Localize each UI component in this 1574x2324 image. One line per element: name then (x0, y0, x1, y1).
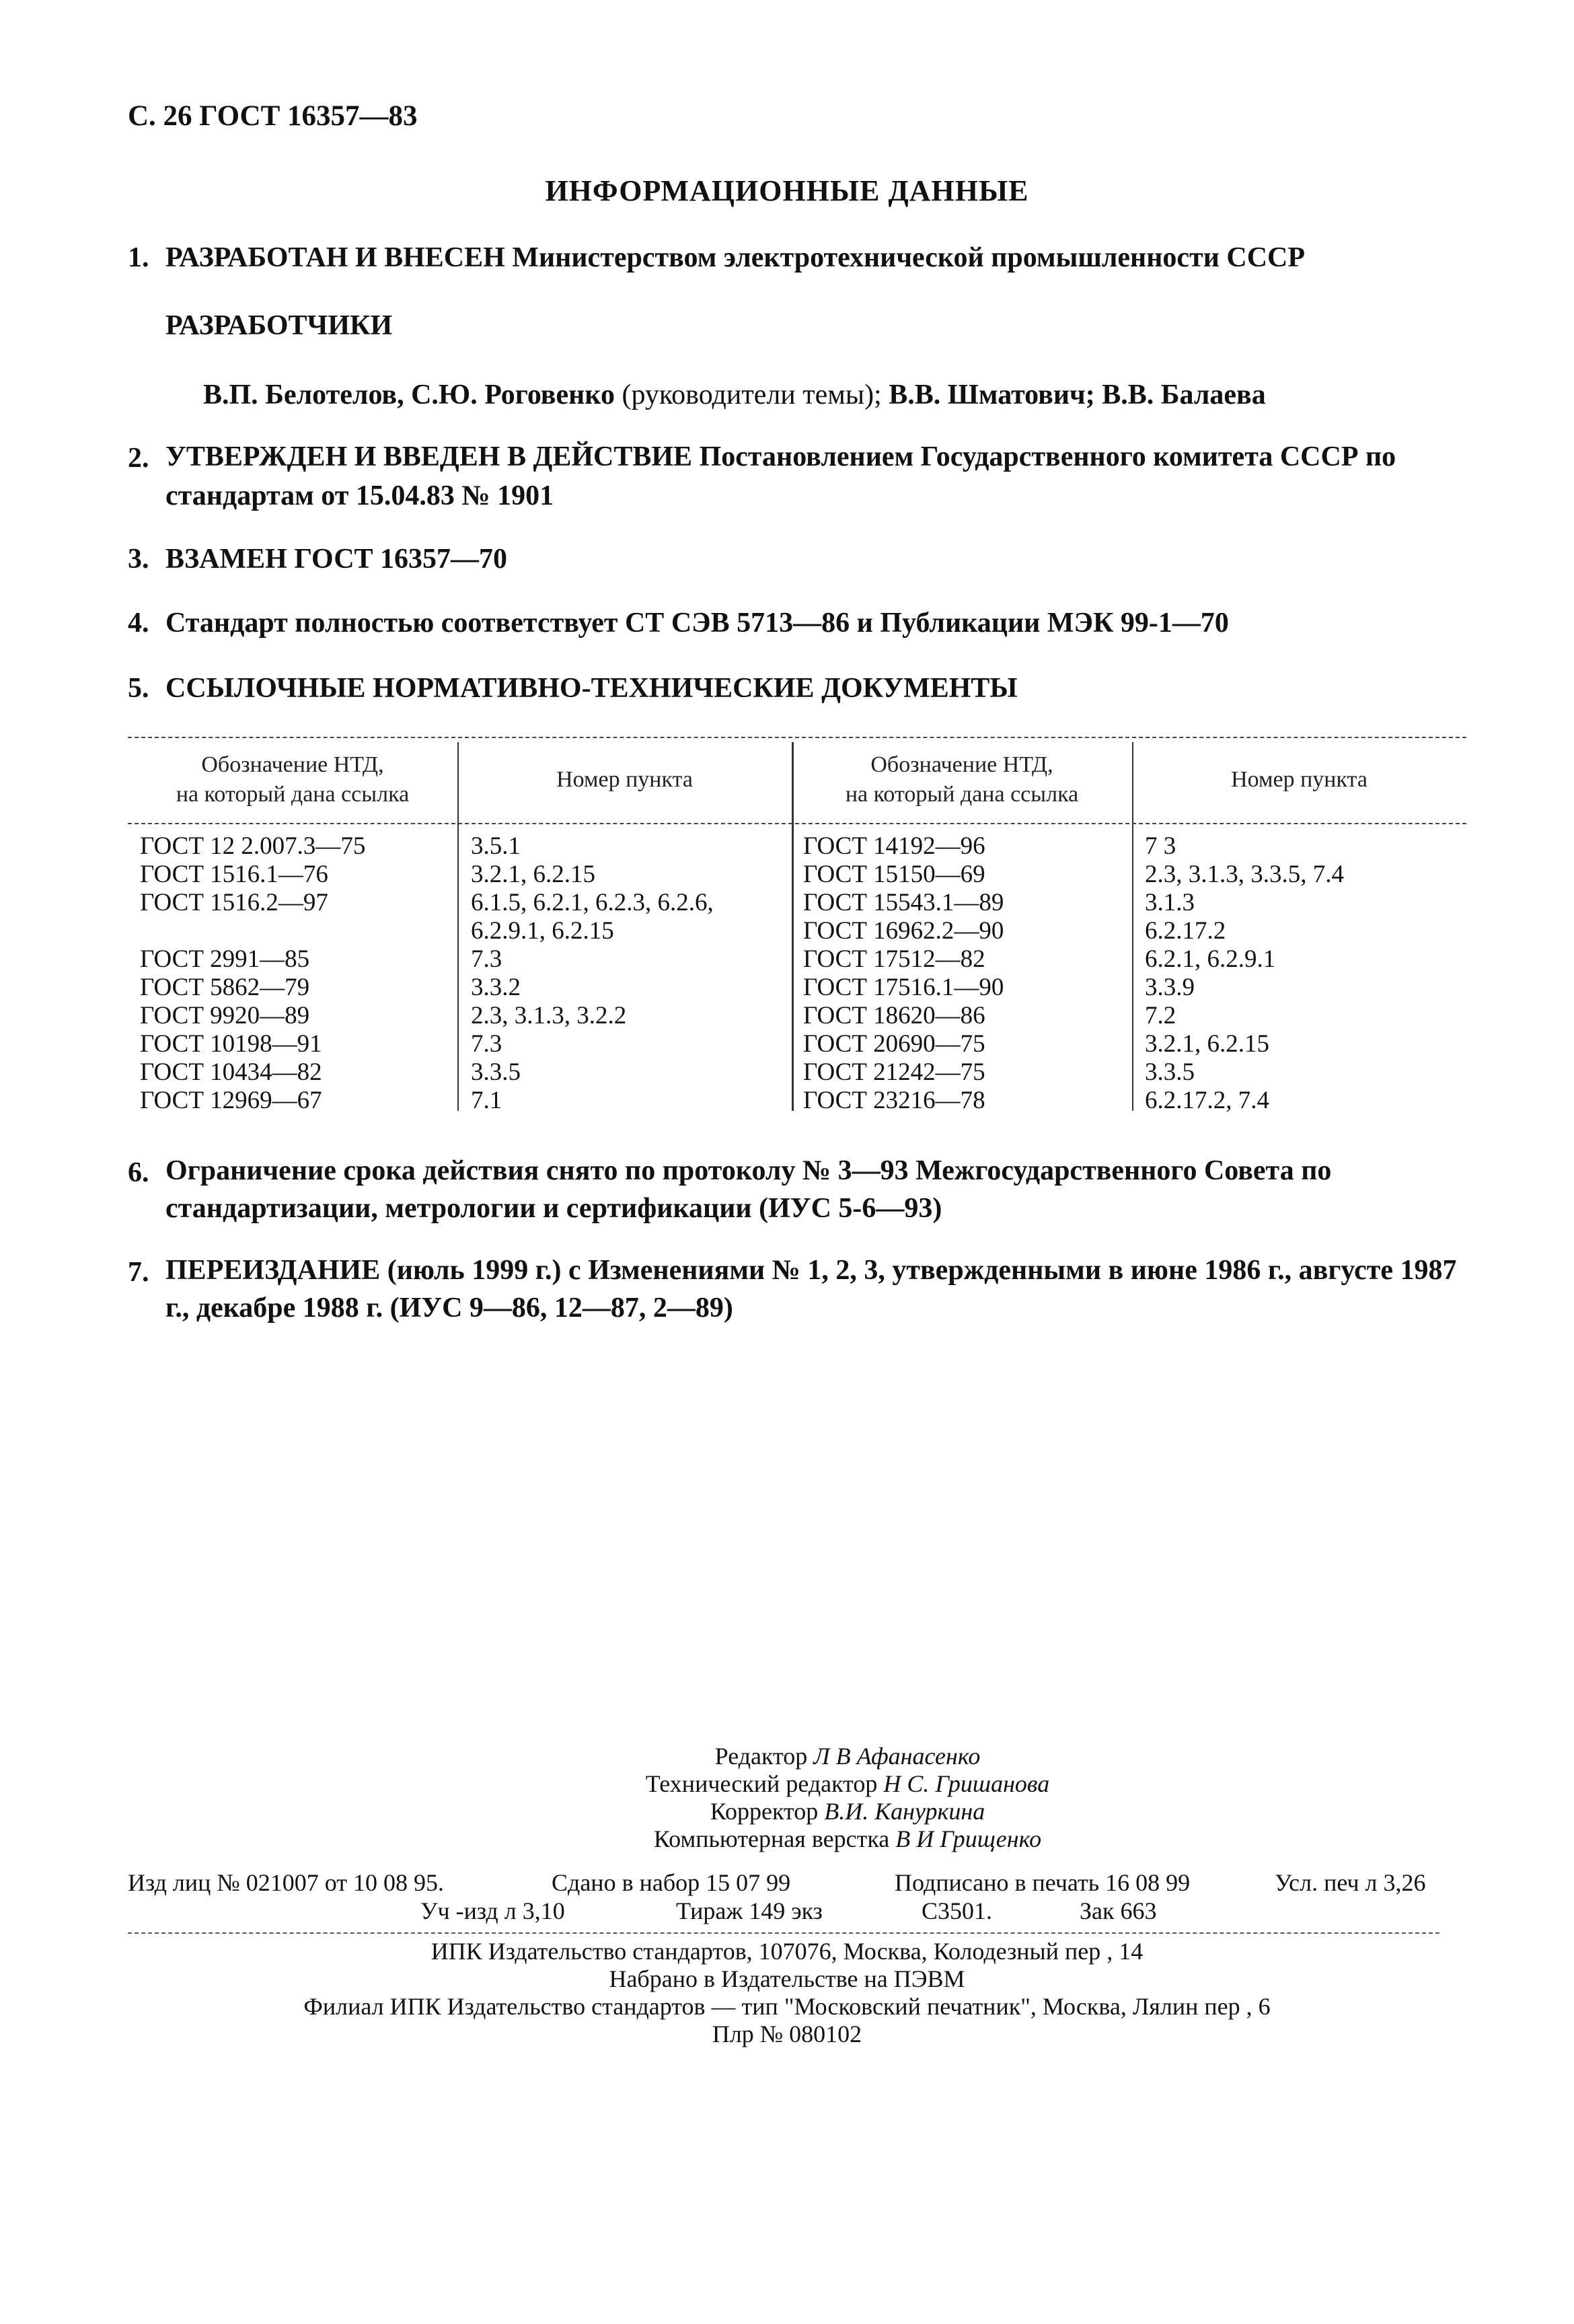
table-cell: 2.3, 3.1.3, 3.2.2 (471, 1002, 627, 1029)
table-cell: 7.1 (471, 1087, 502, 1114)
item-4 (128, 602, 1229, 644)
table-cell: ГОСТ 17512—82 (803, 945, 985, 973)
item-number: 1. (128, 242, 149, 273)
table-cell: ГОСТ 12969—67 (140, 1087, 322, 1114)
table-cell: 6.1.5, 6.2.1, 6.2.3, 6.2.6, (471, 889, 714, 916)
table-cell: ГОСТ 1516.2—97 (140, 889, 328, 916)
table-cell: 7.2 (1145, 1002, 1176, 1029)
table-cell: 7 3 (1145, 832, 1176, 860)
credits-block (578, 1743, 1117, 1853)
column-points-left (471, 832, 714, 1115)
item-lead: РАЗРАБОТАН И ВНЕСЕН (165, 242, 505, 273)
header-text: Обозначение НТД, (870, 752, 1053, 777)
section-title: ИНФОРМАЦИОННЫЕ ДАННЫЕ (545, 174, 1029, 207)
table-cell: 6.2.1, 6.2.9.1 (1145, 945, 1276, 973)
credit-label: Редактор (714, 1743, 814, 1770)
publisher-line-4: Плр № 080102 (712, 2021, 862, 2047)
credit-label: Технический редактор (645, 1770, 884, 1797)
header-text: Обозначение НТД, (201, 752, 384, 777)
table-cell: 6.2.9.1, 6.2.15 (471, 917, 614, 945)
table-cell: ГОСТ 10198—91 (140, 1030, 322, 1058)
credit-label: Корректор (710, 1798, 825, 1825)
item-number: 2. (128, 443, 149, 474)
item-number: 3. (128, 544, 149, 575)
table-cell: 3.3.5 (1145, 1058, 1195, 1086)
publisher-line-2: Набрано в Издательстве на ПЭВМ (609, 1965, 965, 1992)
table-cell: ГОСТ 5862—79 (140, 974, 310, 1001)
table-cell: ГОСТ 15150—69 (803, 861, 985, 888)
credit-corrector (578, 1798, 1117, 1825)
credit-editor (578, 1743, 1117, 1770)
item-2 (128, 437, 1466, 515)
table-cell: 3.5.1 (471, 832, 521, 860)
item-7 (128, 1251, 1466, 1327)
column-divider (457, 742, 459, 1111)
imprint-order: Зак 663 (1080, 1897, 1157, 1924)
publisher-line-1: ИПК Издательство стандартов, 107076, Москва, Колодезный пер , 14 (430, 1938, 1144, 1965)
table-cell: 6.2.17.2, 7.4 (1145, 1087, 1269, 1114)
credit-tech-editor (578, 1770, 1117, 1798)
header-point-left: Номер пункта (556, 767, 693, 792)
table-cell: ГОСТ 16962.2—90 (803, 917, 1004, 945)
developers-list (203, 374, 1266, 416)
table-header-rule (128, 823, 1466, 824)
developers-heading: РАЗРАБОТЧИКИ (165, 310, 393, 341)
page-header: С. 26 ГОСТ 16357—83 (128, 100, 418, 132)
item-text: ССЫЛОЧНЫЕ НОРМАТИВНО-ТЕХНИЧЕСКИЕ ДОКУМЕНТЫ (165, 673, 1018, 704)
table-cell: ГОСТ 10434—82 (140, 1058, 322, 1086)
imprint-c-number: С3501. (922, 1897, 993, 1924)
table-cell: 3.3.9 (1145, 974, 1195, 1001)
item-text: ВЗАМЕН ГОСТ 16357—70 (165, 544, 508, 575)
publisher-line-3: Филиал ИПК Издательство стандартов — тип "Московский печатник", Москва, Лялин пер , 6 (303, 1993, 1271, 2020)
column-divider (1132, 742, 1133, 1111)
item-text: Постановлением Государственного комитета СССР по стандартам от 15.04.83 № 1901 (165, 441, 1396, 511)
imprint-signed: Подписано в печать 16 08 99 (895, 1869, 1191, 1896)
credit-name: Л В Афанасенко (813, 1743, 981, 1770)
table-cell: ГОСТ 2991—85 (140, 945, 310, 973)
item-text: Министерством электротехнической промышленности СССР (504, 242, 1306, 273)
item-text: Ограничение срока действия снято по протоколу № 3—93 Межгосударственного Совета по стандартизации, метрологии и сертификации (ИУС 5-6—93) (165, 1155, 1332, 1224)
table-cell: ГОСТ 23216—78 (803, 1087, 985, 1114)
table-cell: 7.3 (471, 1030, 502, 1058)
developers-role: (руководители темы); (614, 379, 889, 410)
column-ntd-right (803, 832, 1004, 1115)
imprint-rule (128, 1932, 1439, 1934)
table-top-rule (128, 737, 1466, 738)
item-lead: ПЕРЕИЗДАНИЕ (июль 1999 г.) с (165, 1255, 581, 1286)
reference-table (128, 737, 1466, 1120)
header-point-right: Номер пункта (1231, 767, 1367, 792)
table-cell: ГОСТ 9920—89 (140, 1002, 310, 1029)
table-cell: ГОСТ 21242—75 (803, 1058, 985, 1086)
item-number: 5. (128, 673, 149, 704)
header-ntd-right (792, 750, 1132, 809)
header-text: на который дана ссылка (845, 782, 1079, 807)
item-number: 4. (128, 608, 149, 639)
credit-layout (578, 1825, 1117, 1853)
imprint-uch: Уч -изд л 3,10 (420, 1897, 565, 1924)
item-6 (128, 1152, 1466, 1227)
table-cell: ГОСТ 14192—96 (803, 832, 985, 860)
table-cell (140, 917, 365, 945)
table-cell: ГОСТ 18620—86 (803, 1002, 985, 1029)
imprint-sent: Сдано в набор 15 07 99 (552, 1869, 791, 1896)
table-cell: 3.3.2 (471, 974, 521, 1001)
table-cell: 3.3.5 (471, 1058, 521, 1086)
credit-name: Н С. Гришанова (883, 1770, 1050, 1797)
imprint-sheets: Усл. печ л 3,26 (1275, 1869, 1426, 1896)
item-3 (128, 538, 507, 580)
table-cell: ГОСТ 15543.1—89 (803, 889, 1004, 916)
credit-name: В.И. Кануркина (824, 1798, 985, 1825)
credit-label: Компьютерная верстка (653, 1825, 896, 1852)
item-number: 6. (128, 1157, 149, 1188)
table-cell: 2.3, 3.1.3, 3.3.5, 7.4 (1145, 861, 1344, 888)
item-number: 7. (128, 1257, 149, 1288)
item-lead: УТВЕРЖДЕН И ВВЕДЕН В ДЕЙСТВИЕ (165, 441, 693, 472)
column-points-right (1145, 832, 1344, 1115)
table-cell: ГОСТ 12 2.007.3—75 (140, 832, 366, 860)
table-cell: 3.2.1, 6.2.15 (1145, 1030, 1269, 1058)
table-cell: 3.1.3 (1145, 889, 1195, 916)
table-cell: ГОСТ 20690—75 (803, 1030, 985, 1058)
imprint-license: Изд лиц № 021007 от 10 08 95. (128, 1869, 444, 1896)
table-cell: 7.3 (471, 945, 502, 973)
table-cell: ГОСТ 17516.1—90 (803, 974, 1004, 1001)
credit-name: В И Грищенко (895, 1825, 1042, 1852)
table-cell: ГОСТ 1516.1—76 (140, 861, 328, 888)
imprint-tirazh: Тираж 149 экз (676, 1897, 823, 1924)
header-text: на который дана ссылка (176, 782, 410, 807)
column-ntd-left (140, 832, 365, 1115)
item-text: Стандарт полностью соответствует СТ СЭВ 5713—86 и Публикации МЭК 99-1—70 (165, 608, 1229, 639)
item-1 (128, 237, 1473, 279)
item-5 (128, 667, 1018, 709)
table-cell: 6.2.17.2 (1145, 917, 1226, 945)
table-cell: 3.2.1, 6.2.15 (471, 861, 595, 888)
developers-names: В.П. Белотелов, С.Ю. Роговенко (203, 379, 615, 410)
item-text: Изменениями № 1, 2, 3, утвержденными в июне 1986 г., августе 1987 г., декабре 1988 г. (ИУС 9—86, 12—87, 2—89) (165, 1255, 1457, 1323)
developers-rest: В.В. Шматович; В.В. Балаева (889, 379, 1266, 410)
header-ntd-left (128, 750, 457, 809)
